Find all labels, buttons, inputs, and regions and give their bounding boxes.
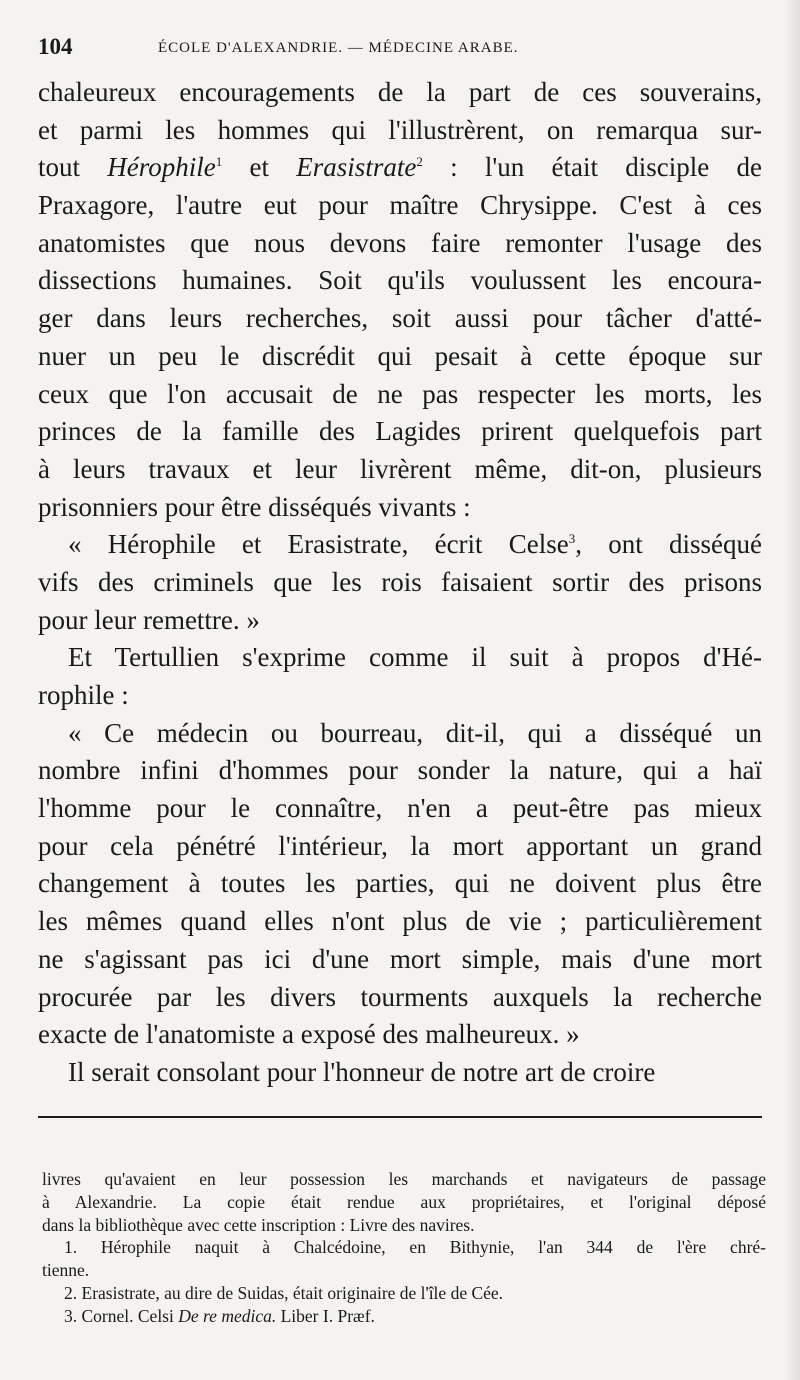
running-title: ÉCOLE D'ALEXANDRIE. — MÉDECINE ARABE. bbox=[158, 40, 519, 56]
page-header bbox=[38, 34, 768, 64]
text-line: princes de la famille des Lagides prirent quelquefois part bbox=[38, 416, 762, 447]
italic-name: De re medica. bbox=[178, 1305, 277, 1326]
text-line: ne s'agissant pas ici d'une mort simple, mais d'une mort bbox=[38, 943, 762, 974]
text-line: pour cela pénétré l'intérieur, la mort apportant un grand bbox=[38, 830, 762, 861]
text-line: ger dans leurs recherches, soit aussi pour tâcher d'atté- bbox=[38, 303, 762, 334]
footnote-line: 3. Cornel. Celsi De re medica. Liber I. Præf. bbox=[64, 1305, 375, 1326]
footnote-line: 2. Erasistrate, au dire de Suidas, était originaire de l'île de Cée. bbox=[64, 1282, 504, 1303]
page-number: 104 bbox=[38, 34, 73, 59]
text-line: procurée par les divers tourments auxquels la recherche bbox=[38, 981, 762, 1012]
footnote-line: dans la bibliothèque avec cette inscription : Livre des navires. bbox=[42, 1214, 475, 1235]
footnotes bbox=[42, 1168, 766, 1328]
footnote-separator bbox=[38, 1116, 762, 1118]
text-line: et parmi les hommes qui l'illustrèrent, on remarqua sur- bbox=[38, 114, 762, 145]
text-line: rophile : bbox=[38, 680, 129, 710]
text-line: les mêmes quand elles n'ont plus de vie ; particulièrement bbox=[38, 906, 762, 937]
text-line: changement à toutes les parties, qui ne doivent plus être bbox=[38, 868, 762, 899]
italic-name: Hérophile bbox=[107, 152, 216, 183]
footnote-ref: 3 bbox=[568, 531, 576, 547]
text-line: nombre infini d'hommes pour sonder la nature, qui a haï bbox=[38, 755, 762, 786]
text-line: à leurs travaux et leur livrèrent même, dit-on, plusieurs bbox=[38, 453, 762, 484]
text-line: vifs des criminels que les rois faisaient sortir des prisons bbox=[38, 566, 762, 597]
footnote-line: 1. Hérophile naquit à Chalcédoine, en Bithynie, l'an 344 de l'ère chré- bbox=[64, 1237, 766, 1258]
text-line: anatomistes que nous devons faire remonter l'usage des bbox=[38, 227, 762, 258]
text-line: « Hérophile et Erasistrate, écrit Celse$^3$, ont disséqué bbox=[68, 529, 762, 560]
italic-name: Erasistrate bbox=[296, 152, 417, 183]
text-line: Il serait consolant pour l'honneur de notre art de croire bbox=[68, 1056, 656, 1087]
footnote-ref: 2 bbox=[416, 154, 423, 170]
text-line: Et Tertullien s'exprime comme il suit à propos d'Hé- bbox=[68, 642, 762, 673]
text-line: Praxagore, l'autre eut pour maître Chrysippe. C'est à ces bbox=[38, 190, 762, 221]
footnote-line: livres qu'avaient en leur possession les marchands et navigateurs de passage bbox=[42, 1169, 766, 1189]
footnote-ref: 1 bbox=[215, 154, 223, 170]
footnote-line: tienne. bbox=[42, 1260, 90, 1281]
text-line: prisonniers pour être disséqués vivants : bbox=[38, 491, 471, 522]
text-line: dissections humaines. Soit qu'ils voulussent les encoura- bbox=[38, 265, 762, 296]
text-line: l'homme pour le connaître, n'en a peut-être pas mieux bbox=[38, 793, 762, 824]
main-text bbox=[38, 74, 762, 1092]
text-line: nuer un peu le discrédit qui pesait à cette époque sur bbox=[38, 340, 762, 371]
text-line: exacte de l'anatomiste a exposé des malheureux. » bbox=[38, 1019, 580, 1050]
footnote-line: à Alexandrie. La copie était rendue aux propriétaires, et l'original déposé bbox=[42, 1191, 766, 1212]
text-line: chaleureux encouragements de la part de ces souverains, bbox=[38, 77, 762, 107]
text-line: pour leur remettre. » bbox=[38, 604, 260, 635]
text-line: ceux que l'on accusait de ne pas respecter les morts, les bbox=[38, 378, 762, 409]
text-line: « Ce médecin ou bourreau, dit-il, qui a disséqué un bbox=[68, 717, 762, 748]
text-line: tout Hérophile$^1$ et Erasistrate$^2$ : l'un était disciple de bbox=[38, 152, 762, 183]
